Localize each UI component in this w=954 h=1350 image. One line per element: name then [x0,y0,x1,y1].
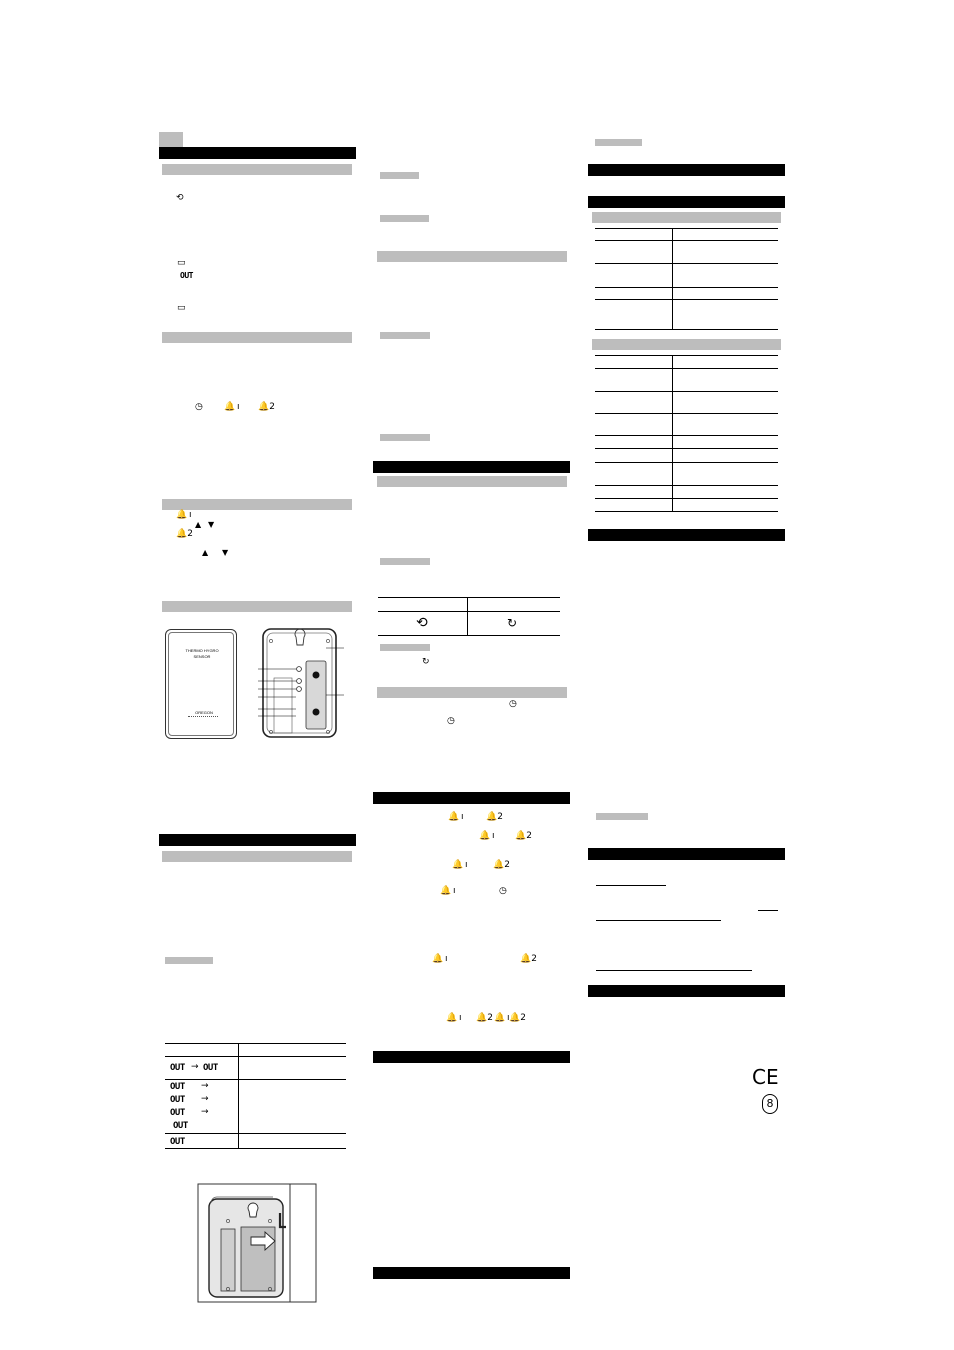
table-rule [595,485,778,486]
table-rule [165,1056,346,1057]
section-header-bar [588,848,785,860]
subsection-header-bar [377,687,567,698]
table-rule [165,1133,346,1134]
snooze-icon: ◷ [499,886,507,896]
underline-link[interactable] [596,885,666,886]
recycle-mark: 8 [762,1094,778,1114]
clock-icon: ◷ [509,699,517,709]
table-rule [595,299,778,300]
up-arrow-icon: ▲ [195,520,202,529]
table-rule [595,462,778,463]
table-divider [672,355,673,511]
table-rule [595,228,778,229]
out-icon: OUT [170,1063,185,1073]
alarm1-icon: 🔔 ı [224,402,240,412]
battery-icon: ▭ [177,258,186,268]
sensor-label-line2: SENSOR [193,654,211,659]
section-header-bar [588,529,785,541]
alarm2-icon: 🔔2 [493,860,510,870]
subsection-header-bar [162,499,352,510]
subsection-header-bar [377,251,567,262]
alarm1-icon: 🔔 ı [494,1013,510,1023]
underline-link[interactable] [596,970,752,971]
alarm2-icon: 🔔2 [520,954,537,964]
subsection-header-bar [592,339,781,350]
alarm2-icon: 🔔2 [515,831,532,841]
language-tab [159,132,183,147]
alarm2-icon: 🔔2 [476,1013,493,1023]
note-label [596,813,648,820]
rcc-icon: ⟲ [176,193,184,203]
note-label [165,957,213,964]
arrow-icon: → [201,1107,209,1117]
note-label [380,172,419,179]
table-rule [165,1148,346,1149]
subsection-header-bar [162,601,352,612]
note-label [380,332,430,339]
table-rule [595,355,778,356]
out-icon: OUT [173,1121,188,1131]
note-label [380,215,429,222]
section-header-bar [373,1051,570,1063]
rcc-icon: ↻ [422,657,430,667]
mounting-illustration [197,1183,317,1303]
table-rule [595,511,778,512]
out-icon: OUT [170,1095,185,1105]
rcc-signal-weak-icon: ↻ [507,616,518,630]
out-icon: OUT [170,1137,185,1147]
table-rule [595,368,778,369]
out-icon: OUT [170,1082,185,1092]
subsection-header-bar [162,851,352,862]
alarm2-icon: 🔔2 [258,402,275,412]
arrow-icon: → [191,1062,199,1072]
sensor-label-line1: THERMO HYGRO [185,648,219,653]
alarm1-icon: 🔔 ı [479,831,495,841]
subsection-header-bar [592,212,781,223]
table-rule [378,611,560,612]
section-header-bar [588,164,785,176]
battery-icon: ▭ [177,303,186,313]
section-header-bar [159,147,356,159]
table-divider [672,228,673,329]
table-divider [467,597,468,635]
section-header-bar [588,196,785,208]
table-rule [595,413,778,414]
table-rule [595,498,778,499]
arrow-icon: → [201,1081,209,1091]
brand-logo: OREGON [195,710,213,715]
note-label [380,558,430,565]
alarm2-icon: 🔔2 [509,1013,526,1023]
note-label [380,644,430,651]
sensor-back-illustration [256,628,346,740]
out-icon: OUT [203,1063,218,1073]
arrow-icon: → [201,1094,209,1104]
clock-icon: ◷ [195,402,203,412]
alarm1-icon: 🔔 ı [432,954,448,964]
table-rule [595,448,778,449]
subsection-header-bar [162,332,352,343]
table-rule [595,287,778,288]
underline-link[interactable] [758,910,778,911]
subsection-header-bar [377,476,567,487]
table-rule [595,391,778,392]
table-rule [595,329,778,330]
down-arrow-icon: ▼ [222,548,229,557]
out-icon: OUT [170,1108,185,1118]
up-arrow-icon: ▲ [202,548,209,557]
clock-icon: ◷ [447,716,455,726]
table-rule [595,263,778,264]
table-rule [378,635,560,636]
table-rule [595,435,778,436]
sensor-front-illustration [165,629,237,739]
note-label [380,434,430,441]
underline-link[interactable] [596,920,721,921]
table-divider [238,1043,239,1148]
alarm2-icon: 🔔2 [176,529,193,539]
note-label [595,139,642,146]
section-header-bar [373,1267,570,1279]
table-rule [165,1043,346,1044]
table-rule [165,1079,346,1080]
alarm1-icon: 🔔 ı [452,860,468,870]
table-rule [595,240,778,241]
alarm-icon: 🔔 ı [440,886,456,896]
rcc-signal-strong-icon: ⟲ [416,615,428,631]
section-header-bar [373,792,570,804]
alarm1-icon: 🔔 ı [176,510,192,520]
down-arrow-icon: ▼ [208,520,215,529]
section-header-bar [373,461,570,473]
ce-mark: CE [752,1065,779,1089]
alarm1-icon: 🔔 ı [448,812,464,822]
subsection-header-bar [162,164,352,175]
out-icon: OUT [180,271,193,280]
section-header-bar [588,985,785,997]
alarm1-icon: 🔔 ı [446,1013,462,1023]
table-rule [378,597,560,598]
section-header-bar [159,834,356,846]
alarm2-icon: 🔔2 [486,812,503,822]
